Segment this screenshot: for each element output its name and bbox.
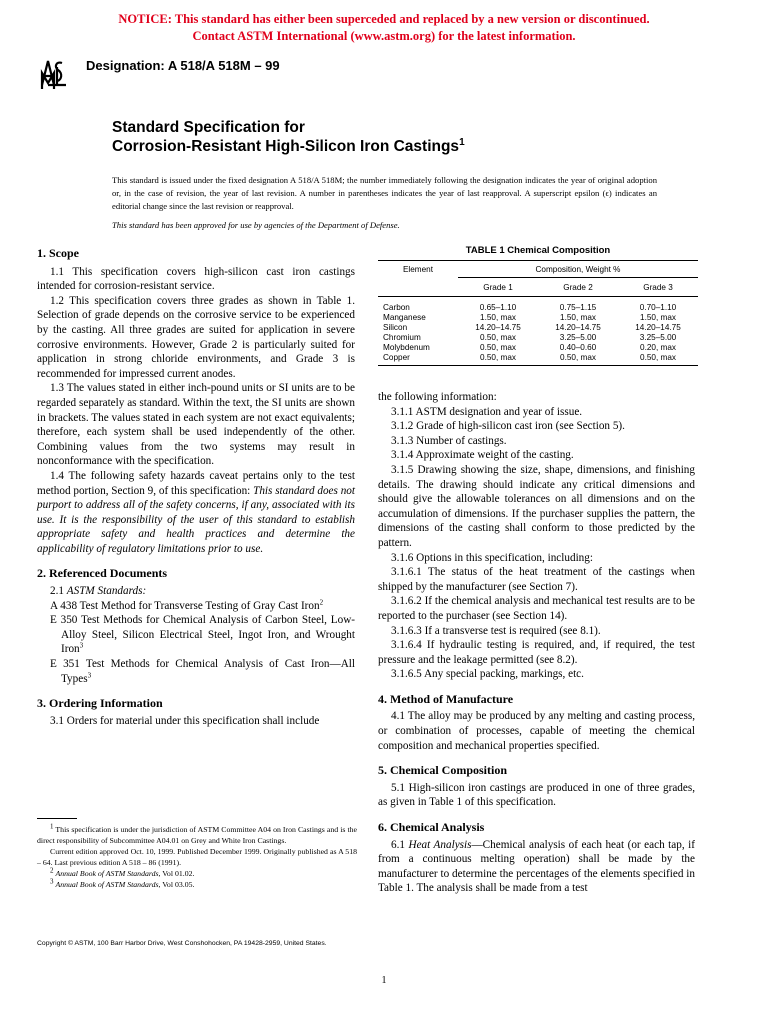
title-line-2: Corrosion-Resistant High-Silicon Iron Castings (112, 138, 460, 155)
section-5-heading: 5. Chemical Composition (378, 763, 507, 778)
para-1-2: 1.2 This specification covers three grades as shown in Table 1. Selection of grade depends on the corrosive service to be experienced by the casting. All three grades are suited for application in severe corrosive environments. However, Grade 2 is particularly suited for application in strong chloride environments, and Grade 3 is recommended for impressed current anodes. (37, 294, 355, 380)
para-3-1-6: 3.1.6 Options in this specification, including: (391, 551, 593, 564)
table-header-element: Element (402, 265, 434, 275)
table-1-title: TABLE 1 Chemical Composition (465, 245, 611, 256)
footnote-2: $^2$ Annual Book of ASTM Standards, Vol 01.02. (50, 866, 195, 878)
para-6-1: 6.1 Heat Analysis—Chemical analysis of each heat (or each tap, if from a continuous melting operation) shall be made by the manufacturer to determine the percentages of the elements specified in Table 1. The analysis shall be made from a test (378, 838, 695, 895)
reference-a438[interactable]: A 438 Test Method for Transverse Testing of Gray Cast Iron$^2$ (50, 597, 324, 612)
para-3-1: 3.1 Orders for material under this specification shall include (50, 714, 320, 727)
table-header-grade-3: Grade 3 (643, 283, 673, 292)
section-3-heading: 3. Ordering Information (37, 696, 163, 711)
para-3-1-6-3: 3.1.6.3 If a transverse test is required (see 8.1). (391, 624, 601, 637)
footnotes (37, 824, 357, 890)
page-title (112, 118, 465, 156)
footnote-3: $^3$ Annual Book of ASTM Standards, Vol 03.05. (50, 877, 195, 889)
para-1-3: 1.3 The values stated in either inch-pound units or SI units are to be regarded separately as standard. Within the text, the SI units are shown in brackets. The values stated in each system are not exact equivalents; therefore, each system shall be used independently of the other. Combining values from the two systems may result in nonconformance with the specification. (37, 382, 355, 468)
para-3-1-6-4: 3.1.6.4 If hydraulic testing is required, and, if required, the test pressure and the leakage permitted (see 8.2). (378, 639, 695, 666)
page-number: 1 (381, 975, 387, 986)
table-1 (378, 260, 698, 366)
section-4-heading: 4. Method of Manufacture (378, 691, 514, 706)
table-header-composition: Composition, Weight % (458, 261, 698, 278)
table-row: Manganese 1.50, max 1.50, max 1.50, max (383, 313, 676, 322)
table-row: Chromium 0.50, max 3.25–5.00 3.25–5.00 (383, 333, 677, 342)
table-row: Molybdenum 0.50, max 0.40–0.60 0.20, max (383, 343, 676, 352)
notice-line-2: Contact ASTM International (www.astm.org) for the latest information. (192, 29, 576, 43)
table-row: Silicon 14.20–14.75 14.20–14.75 14.20–14.75 (383, 323, 681, 332)
section-1-heading: 1. Scope (37, 246, 79, 260)
footnote-divider (37, 818, 77, 819)
para-3-1-1: 3.1.1 ASTM designation and year of issue. (391, 405, 583, 418)
para-3-1-6-2: 3.1.6.2 If the chemical analysis and mechanical test results are to be reported to the purchaser (see Section 14). (378, 595, 695, 622)
reference-e350[interactable]: E 350 Test Methods for Chemical Analysis of Carbon Steel, Low-Alloy Steel, Silicon Electrical Steel, Ingot Iron, and Wrought Iron$^3$ (50, 614, 355, 656)
footnote-1-edition: Current edition approved Oct. 10, 1999. Published December 1999. Originally published as A 518 – 64. Last previous edition A 518 – 86 (1991). (37, 847, 357, 867)
para-5-1: 5.1 High-silicon iron castings are produced in one of three grades, as given in Table 1 of this specification. (378, 781, 695, 809)
designation: Designation: A 518/A 518M – 99 (86, 58, 280, 73)
left-column (37, 246, 355, 728)
para-1-4: 1.4 The following safety hazards caveat pertains only to the test method portion, Section 9, of this specification: This standard does not purport to address all of the safety concerns, if any, associated with its use. It is the responsibility of the user of this standard to establish appropriate safety and health practices and determine the applicability of regulatory limitations prior to use. (37, 469, 355, 555)
para-1-1: 1.1 This specification covers high-silicon cast iron castings intended for corrosion-resistant service. (37, 265, 355, 293)
safety-caveat: This standard does not purport to address all of the safety concerns, if any, associated with its use. It is the responsibility of the user of this standard to establish appropriate safety and health practices and determine the applicability of regulatory limitations prior to use. (37, 484, 355, 555)
intro-block (112, 174, 657, 232)
table-header-grade-2: Grade 2 (563, 283, 593, 292)
copyright: Copyright © ASTM, 100 Barr Harbor Drive, West Conshohocken, PA 19428-2959, United States. (37, 940, 327, 947)
para-3-1-5: 3.1.5 Drawing showing the size, shape, dimensions, and finishing details. The drawing should indicate any critical dimensions and should give the allowable tolerances on all dimensions and on the accumulation of dimensions. If the purchaser supplies the pattern, the dimensions of the casting shall conform to those predicted by the pattern. (378, 463, 695, 549)
para-3-1-4: 3.1.4 Approximate weight of the casting. (391, 449, 574, 462)
table-row: Carbon 0.65–1.10 0.75–1.15 0.70–1.10 (383, 303, 677, 312)
title-footnote-ref[interactable]: 1 (459, 136, 465, 148)
para-3-1-6-1: 3.1.6.1 The status of the heat treatment of the castings when shipped by the manufacturer (see Section 7). (378, 566, 695, 593)
para-3-1-cont: the following information: (378, 391, 497, 403)
para-3-1-2: 3.1.2 Grade of high-silicon cast iron (see Section 5). (391, 420, 625, 433)
section-2-heading: 2. Referenced Documents (37, 566, 168, 581)
astm-logo-icon (38, 55, 72, 91)
para-2-1: 2.1 ASTM Standards: (50, 585, 147, 598)
footnote-1: $^1$ This specification is under the jurisdiction of ASTM Committee A04 on Iron Castings and is the direct responsibility of Subcommittee A04.01 on Grey and White Iron Castings. (37, 822, 357, 845)
para-3-1-3: 3.1.3 Number of castings. (391, 434, 507, 447)
section-6-heading: 6. Chemical Analysis (378, 820, 485, 835)
title-line-1: Standard Specification for (112, 119, 305, 136)
intro-paragraph: This standard is issued under the fixed designation A 518/A 518M; the number immediately following the designation indicates the year of original adoption or, in the case of revision, the year of last revision. A number in parentheses indicates the year of last reapproval. A superscript epsilon (ϵ) indicates an editorial change since the last revision or reapproval. (112, 175, 657, 211)
para-4-1: 4.1 The alloy may be produced by any melting and casting process, or combination of processes, capable of meeting the chemical composition and mechanical properties specified. (378, 710, 695, 752)
table-row: Copper 0.50, max 0.50, max 0.50, max (378, 353, 698, 366)
table-header-grade-1: Grade 1 (483, 283, 513, 292)
reference-e351[interactable]: E 351 Test Methods for Chemical Analysis of Cast Iron—All Types$^3$ (50, 658, 355, 685)
para-3-1-6-5: 3.1.6.5 Any special packing, markings, etc. (391, 668, 584, 681)
dod-approval: This standard has been approved for use by agencies of the Department of Defense. (112, 220, 400, 230)
notice-line-1: NOTICE: This standard has either been superceded and replaced by a new version or discontinued. (118, 12, 650, 26)
right-column (378, 390, 695, 896)
